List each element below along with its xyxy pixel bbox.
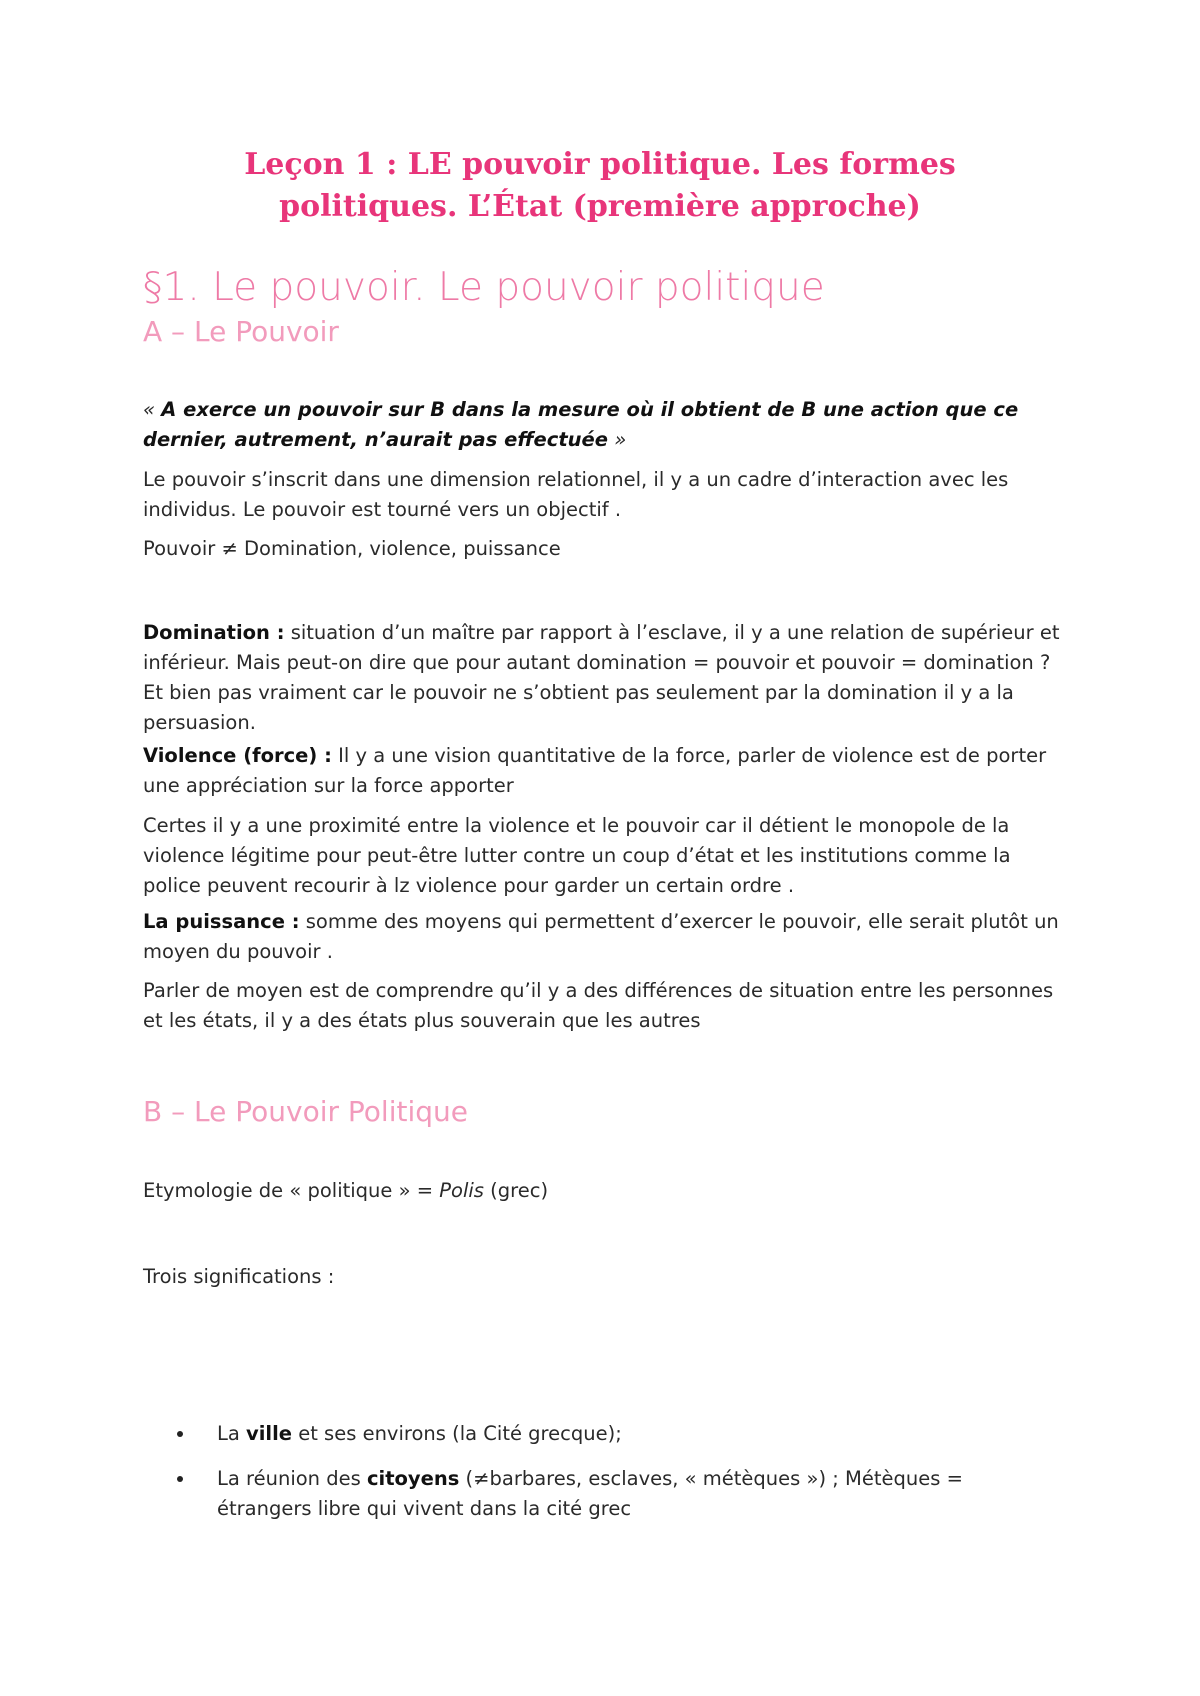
paragraph-trois-significations: Trois significations :	[143, 1265, 335, 1288]
lesson-title	[120, 144, 1080, 228]
paragraph-distinction: Pouvoir ≠ Domination, violence, puissance	[143, 537, 561, 560]
paragraph-violence	[143, 741, 1063, 801]
paragraph-relation: Le pouvoir s’inscrit dans une dimension relationnel, il y a un cadre d’interaction avec les individus. Le pouvoir est tourné vers un objectif .	[143, 468, 1009, 521]
term-violence: Violence (force) :	[143, 744, 332, 767]
paragraph-moyen: Parler de moyen est de comprendre qu’il y a des différences de situation entre les personnes et les états, il y a des états plus souverain que les autres	[143, 979, 1054, 1032]
list-item	[143, 1419, 1063, 1449]
quote-text: A exerce un pouvoir sur B dans la mesure où il obtient de B une action que ce dernier, autrement, n’aurait pas effectuée	[143, 398, 1019, 451]
term-puissance: La puissance :	[143, 910, 300, 933]
puissance-text: somme des moyens qui permettent d’exercer le pouvoir, elle serait plutôt un moyen du pouvoir .	[143, 910, 1059, 963]
bullet-icon	[177, 1476, 183, 1482]
list-item	[143, 1464, 1063, 1524]
subsection-a-heading: A – Le Pouvoir	[143, 315, 339, 348]
term-domination: Domination :	[143, 621, 285, 644]
paragraph-puissance	[143, 907, 1063, 967]
lesson-title-line-1: Leçon 1 : LE pouvoir politique. Les formes	[244, 147, 956, 182]
bullet-text: La	[217, 1422, 247, 1445]
etym-polis: Polis	[439, 1179, 484, 1202]
bullet-bold: citoyens	[366, 1467, 460, 1490]
paragraph-etymologie	[143, 1176, 1063, 1206]
paragraph-proximite: Certes il y a une proximité entre la violence et le pouvoir car il détient le monopole de la violence légitime pour peut-être lutter contre un coup d’état et les institutions comme la police peuvent recourir à lz violence pour garder un certain ordre .	[143, 814, 1011, 897]
violence-text: Il y a une vision quantitative de la force, parler de violence est de porter une appréciation sur la force apporter	[143, 744, 1047, 797]
etym-after: (grec)	[483, 1179, 549, 1202]
quote-open: «	[143, 398, 162, 421]
section-heading: §1. Le pouvoir. Le pouvoir politique	[143, 265, 825, 310]
domination-text: situation d’un maître par rapport à l’esclave, il y a une relation de supérieur et inférieur. Mais peut-on dire que pour autant domination = pouvoir et pouvoir = domination ? Et bien pas vraiment car le pouvoir ne s’obtient pas seulement par la domination il y a la persuasion.	[143, 621, 1060, 734]
lesson-title-line-2: politiques. L’État (première approche)	[279, 189, 921, 224]
quote-close: »	[608, 428, 627, 451]
paragraph-domination	[143, 618, 1063, 738]
significations-list	[143, 1419, 1063, 1539]
bullet-bold: ville	[246, 1422, 293, 1445]
bullet-text: (≠barbares, esclaves, « métèques ») ; Métèques = étrangers libre qui vivent dans la cité grec	[217, 1467, 963, 1520]
bullet-text: et ses environs (la Cité grecque);	[292, 1422, 622, 1445]
definition-quote	[143, 395, 1063, 455]
subsection-b-heading: B – Le Pouvoir Politique	[143, 1095, 468, 1128]
bullet-text: La réunion des	[217, 1467, 367, 1490]
etym-before: Etymologie de « politique » =	[143, 1179, 440, 1202]
bullet-icon	[177, 1431, 183, 1437]
